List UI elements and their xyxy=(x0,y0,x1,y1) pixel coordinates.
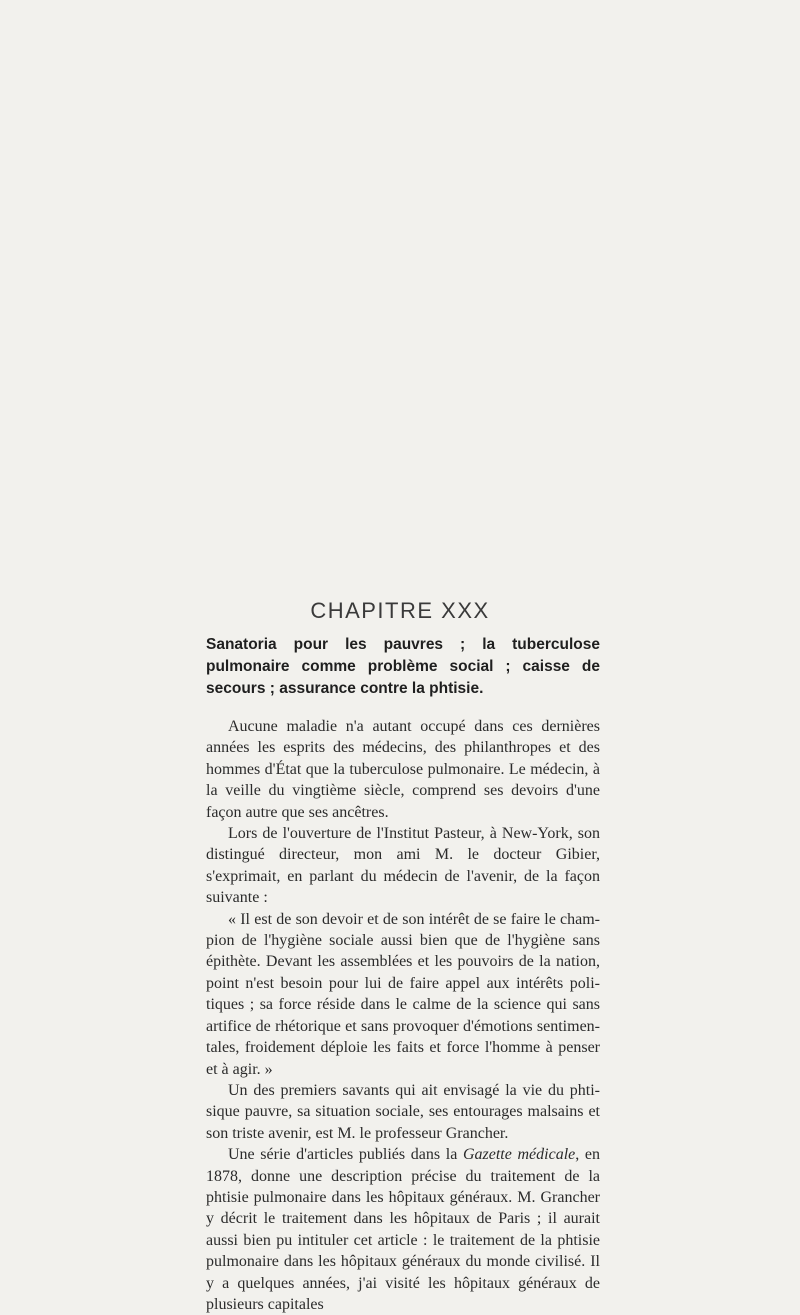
quote-paragraph: « Il est de son devoir et de son intérêt de se faire le cham- pion de l'hygiène sociale aussi bien que de l'hygiène sans épithète. Devant les assemblées et les pouvoirs de la nation, point n'est besoin pour lui de faire appel aux intérêts poli- tiques ; sa force réside dans le calme de la science qui sans artifice de rhétorique et sans provoquer d'émotions sentimen- tales, froidement déploie les faits et force l'homme à penser et à agir. » xyxy=(206,910,600,1078)
paragraph: Lors de l'ouverture de l'Institut Pasteur, à New-York, son distingué directeur, mon ami M. le docteur Gibier, s'exprimait, en parlant du médecin de l'avenir, de la façon suivante : xyxy=(206,825,600,907)
paragraph-text: Une série d'articles publiés dans la xyxy=(228,1146,463,1164)
chapter-subtitle: Sanatoria pour les pauvres ; la tuberculose pulmonaire comme problème social ; caisse de secours ; assurance contre la phtisie. xyxy=(206,636,600,697)
paragraph xyxy=(206,1144,600,1315)
paragraph: Aucune maladie n'a autant occupé dans ces dernières années les esprits des médecins, des philanthropes et des hommes d'État que la tuberculose pulmonaire. Le médecin, à la veille du vingtième siècle, comprend ses devoirs d'une façon autre que ses ancêtres. xyxy=(206,718,600,821)
journal-title: Gazette médicale xyxy=(462,1146,576,1164)
paragraph: Un des premiers savants qui ait envisagé la vie du phti- sique pauvre, sa situation sociale, ses entourages malsains et son triste avenir, est M. le professeur Grancher. xyxy=(206,1081,600,1142)
chapter-title: CHAPITRE XXX xyxy=(310,598,490,623)
paragraph-text: , en 1878, donne une description précise du traitement de la phtisie pulmonaire dans les hôpitaux généraux. M. Grancher y décrit le traitement dans les hôpitaux de Paris ; il aurait aussi bien pu intituler cet article : le traitement de la phtisie pulmonaire dans les hôpitaux généraux du monde civilisé. Il y a quelques années, j'ai visité les hôpitaux généraux de plusieurs capitales xyxy=(206,1146,601,1313)
body-text xyxy=(206,716,600,1315)
